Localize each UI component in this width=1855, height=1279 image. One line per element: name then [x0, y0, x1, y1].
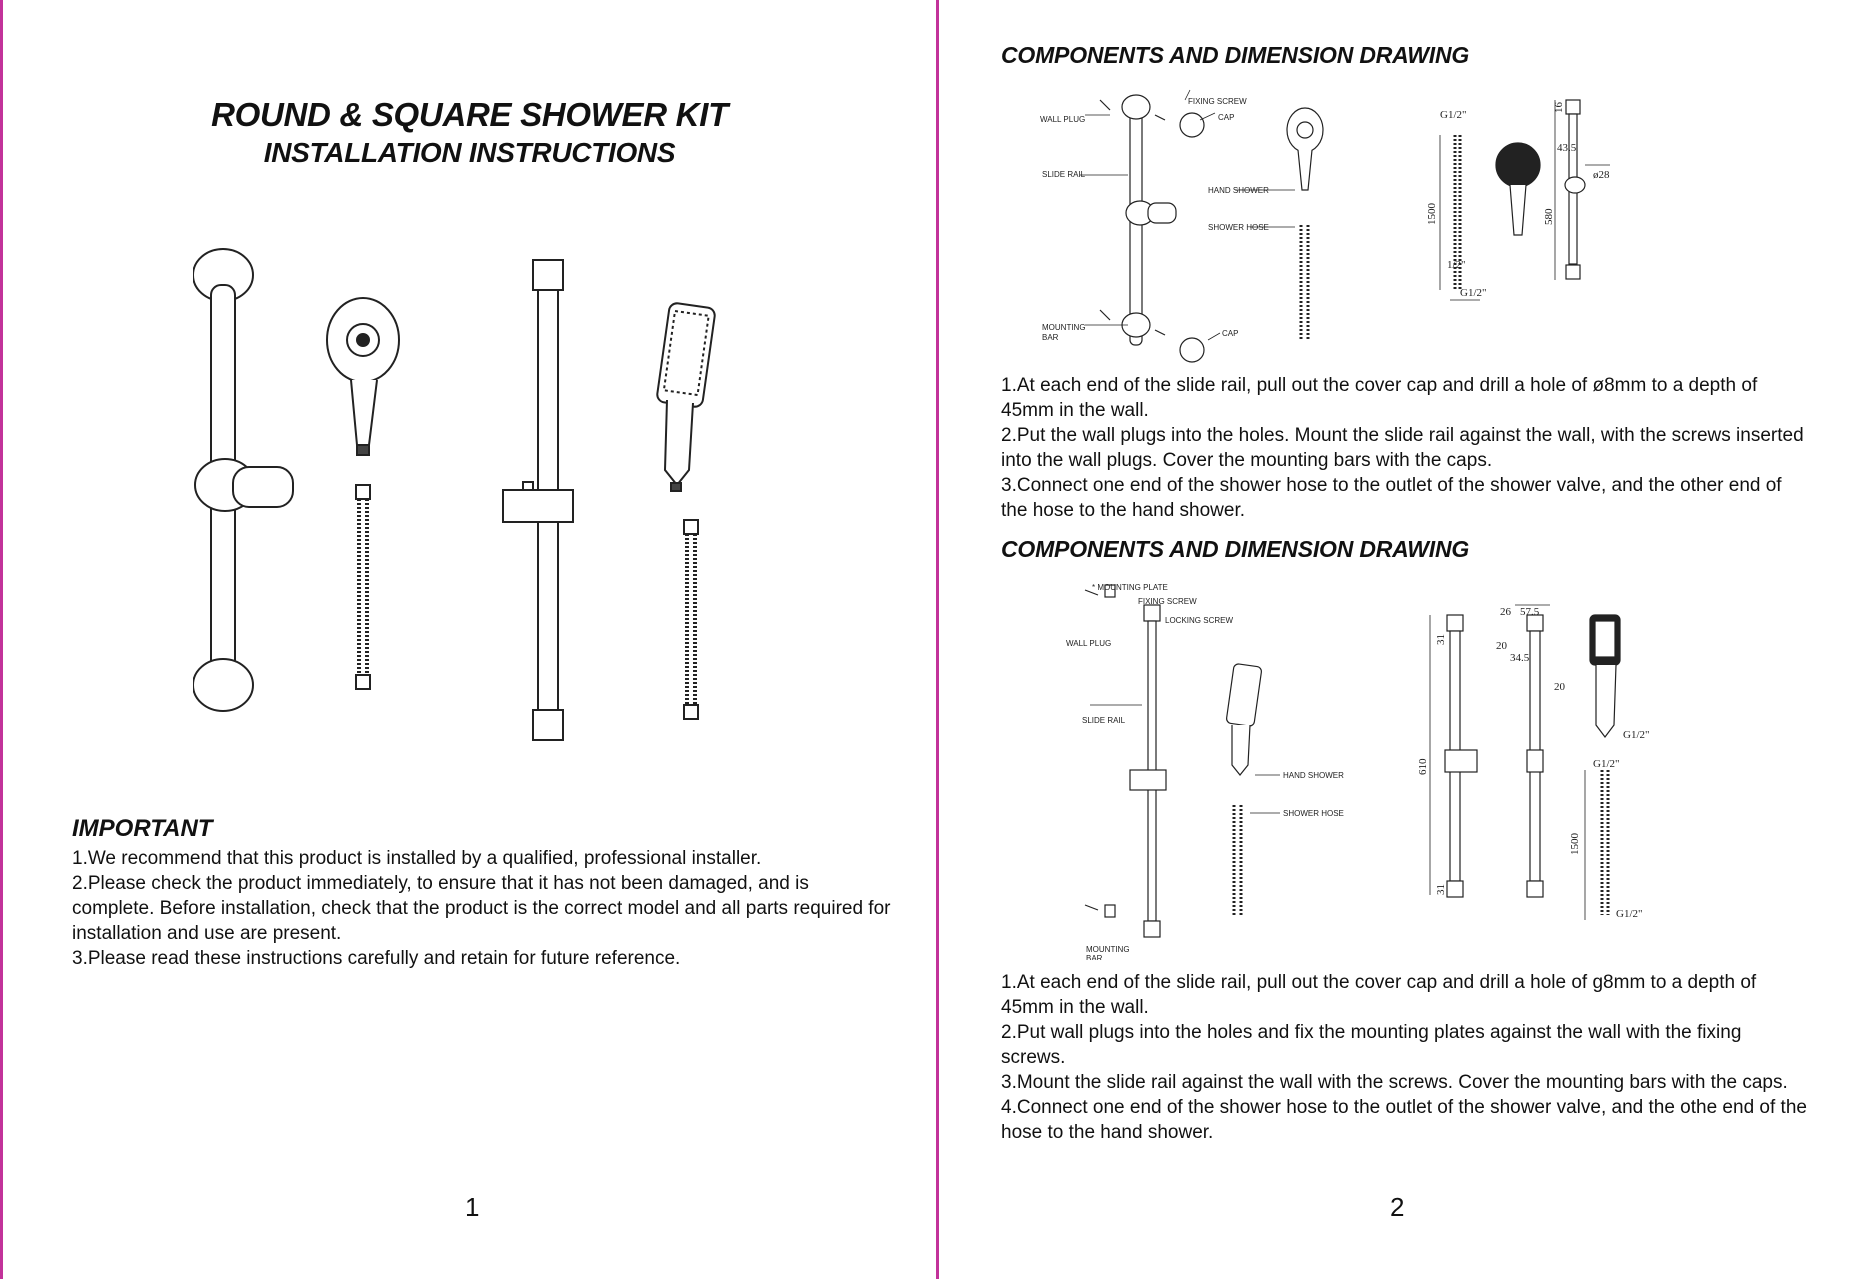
document-title: ROUND & SQUARE SHOWER KIT	[211, 96, 728, 133]
round-exploded-view	[1080, 90, 1323, 362]
label-wall-plug: WALL PLUG	[1040, 115, 1086, 124]
label-fixing-screw-2: FIXING SCREW	[1138, 597, 1197, 606]
step-item: 1.At each end of the slide rail, pull out the cover cap and drill a hole of ø8mm to a depth of 45mm in the wall.	[1001, 375, 1758, 421]
important-item: 2.Please check the product immediately, to ensure that it has not been damaged, and is complete. Before installation, check that the product is the correct model and all parts required for installation and use are present.	[72, 873, 891, 944]
label-mounting-bar-2b: BAR	[1086, 954, 1103, 960]
shower-kits-illustration	[193, 245, 753, 755]
dim-hose-thread-top: G1/2"	[1440, 109, 1467, 121]
important-item: 1.We recommend that this product is installed by a qualified, professional installer.	[72, 848, 762, 869]
dim-rail-length-2: 610	[1417, 758, 1429, 775]
dim-hose-thread-top-2: G1/2"	[1593, 758, 1620, 770]
dim-gap-1: 20	[1496, 640, 1507, 652]
square-exploded-view	[1085, 585, 1280, 937]
section-heading-round: COMPONENTS AND DIMENSION DRAWING	[1001, 42, 1470, 68]
square-install-steps	[1001, 970, 1811, 1145]
label-cap-bottom: CAP	[1222, 329, 1239, 338]
round-kit-diagram	[1040, 85, 1680, 365]
page-divider	[936, 0, 939, 1279]
dim-hose-thread-bottom: G1/2"	[1460, 287, 1487, 299]
label-hand-shower-2: HAND SHOWER	[1283, 771, 1344, 780]
label-shower-hose: SHOWER HOSE	[1208, 223, 1269, 232]
square-hand-shower	[656, 302, 715, 491]
dim-top-w1: 26	[1500, 606, 1511, 618]
round-hand-shower	[327, 298, 399, 455]
round-shower-hose	[356, 485, 370, 689]
important-item: 3.Please read these instructions carefully and retain for future reference.	[72, 948, 681, 969]
dim-rail-offset: 43.5	[1557, 142, 1577, 154]
dim-gap-3: 20	[1554, 681, 1565, 693]
label-mounting-bar-1: MOUNTING	[1042, 323, 1086, 332]
label-slide-rail-2: SLIDE RAIL	[1082, 716, 1126, 725]
dim-hose-thread-mid: 1/2"	[1447, 259, 1466, 271]
dim-hose-length-2: 1500	[1569, 833, 1581, 855]
left-page	[3, 0, 936, 1279]
label-slide-rail: SLIDE RAIL	[1042, 170, 1086, 179]
round-slide-rail	[193, 249, 293, 711]
step-item: 1.At each end of the slide rail, pull out the cover cap and drill a hole of g8mm to a depth of 45mm in the wall.	[1001, 972, 1757, 1018]
page-number-right: 2	[1390, 1192, 1405, 1222]
label-mounting-bar-2: BAR	[1042, 333, 1059, 342]
square-kit-diagram	[1040, 575, 1680, 960]
step-item: 3.Connect one end of the shower hose to the outlet of the shower valve, and the other end of the hose to the hand shower.	[1001, 475, 1782, 521]
dim-rail-top: 16	[1553, 102, 1565, 113]
label-wall-plug-2: WALL PLUG	[1066, 639, 1112, 648]
label-mounting-bar-2a: MOUNTING	[1086, 945, 1130, 954]
step-item: 2.Put wall plugs into the holes and fix the mounting plates against the wall with the fixing screws.	[1001, 1022, 1742, 1068]
square-shower-hose	[684, 520, 698, 719]
dim-hose-thread-bottom-2: G1/2"	[1616, 908, 1643, 920]
dim-bottom-cap: 31	[1435, 884, 1447, 895]
label-fixing-screw: FIXING SCREW	[1188, 97, 1247, 106]
label-mounting-plate: * MOUNTING PLATE	[1092, 583, 1168, 592]
label-hand-shower: HAND SHOWER	[1208, 186, 1269, 195]
label-locking-screw: LOCKING SCREW	[1165, 616, 1234, 625]
label-shower-hose-2: SHOWER HOSE	[1283, 809, 1344, 818]
page-number: 1	[465, 1192, 480, 1222]
round-install-steps	[1001, 373, 1811, 523]
dim-cap-height: 31	[1435, 634, 1447, 645]
dim-gap-2: 34.5	[1510, 652, 1530, 664]
dim-rail-diameter: ø28	[1593, 169, 1610, 181]
dim-top-w2: 57.5	[1520, 606, 1540, 618]
important-heading: IMPORTANT	[72, 815, 213, 842]
step-item: 4.Connect one end of the shower hose to the outlet of the shower valve, and the othe end of the hose to the hand shower.	[1001, 1097, 1807, 1143]
dim-rail-length: 580	[1543, 208, 1555, 225]
dim-hose-length: 1500	[1426, 203, 1438, 225]
step-item: 2.Put the wall plugs into the holes. Mount the slide rail against the wall, with the screws inserted into the wall plugs. Cover the mounting bars with the caps.	[1001, 425, 1804, 471]
label-cap-top: CAP	[1218, 113, 1235, 122]
square-slide-rail	[503, 260, 573, 740]
dim-head-thread: G1/2"	[1623, 729, 1650, 741]
step-item: 3.Mount the slide rail against the wall with the screws. Cover the mounting bars with the caps.	[1001, 1072, 1788, 1093]
section-heading-square: COMPONENTS AND DIMENSION DRAWING	[1001, 536, 1470, 562]
document-subtitle: INSTALLATION INSTRUCTIONS	[263, 137, 676, 168]
important-list	[72, 846, 892, 971]
